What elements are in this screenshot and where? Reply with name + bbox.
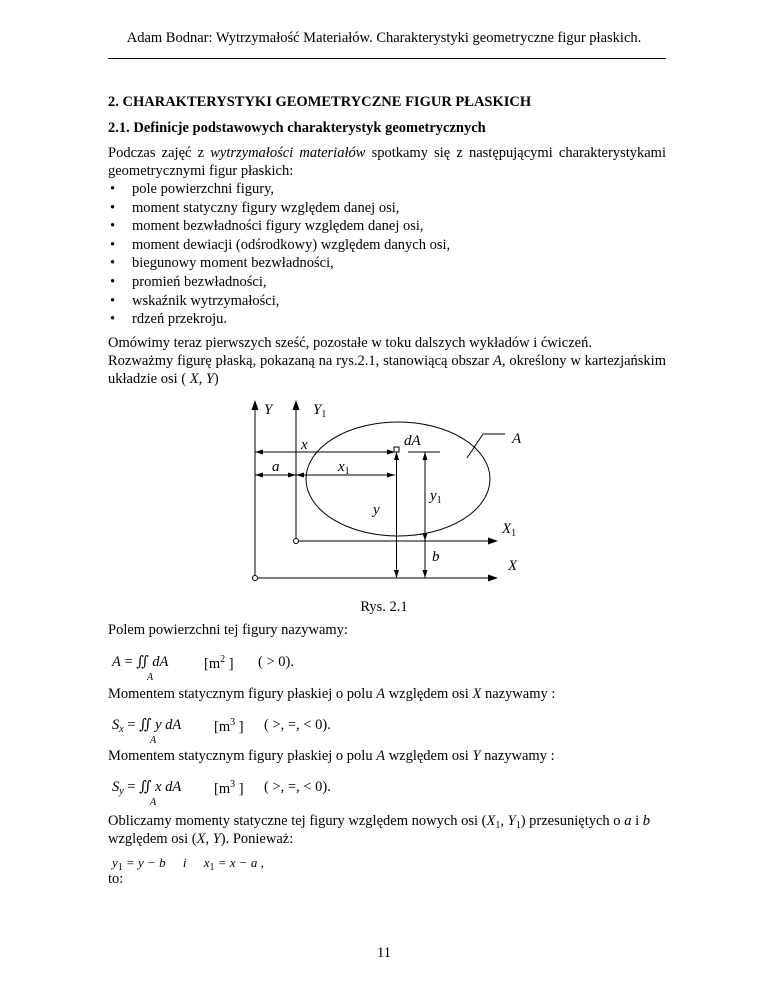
intro-italic: wytrzymałości materiałów bbox=[210, 145, 366, 161]
label-y: Y bbox=[264, 402, 273, 418]
intro-text-2: spotkamy się z następującymi charakterystykami geometrycznymi figur płaskich: bbox=[108, 145, 666, 179]
label-a: a bbox=[272, 459, 280, 475]
intro-text-1: Podczas zajęć z bbox=[108, 145, 211, 161]
bullet-icon: • bbox=[110, 273, 116, 290]
label-x: x bbox=[301, 437, 308, 453]
page-number: 11 bbox=[377, 945, 391, 961]
f3-integral: = ∬ bbox=[123, 779, 156, 795]
list-item-text: biegunowy moment bezwładności, bbox=[132, 255, 334, 272]
page-header: Adam Bodnar: Wytrzymałość Materiałów. Charakterystyki geometryczne figur płaskich. bbox=[126, 30, 642, 46]
f3-lhs-sub: y bbox=[119, 786, 124, 797]
x1-dim-arrow-left-icon bbox=[296, 473, 304, 478]
p3-text-c: ) bbox=[213, 371, 219, 387]
y1-axis-arrow-icon bbox=[293, 400, 300, 410]
f2-domain: A bbox=[150, 735, 157, 746]
p3-area-symbol: A bbox=[493, 353, 502, 369]
f1-lhs: A bbox=[112, 654, 121, 670]
line-shifted-axes: Obliczamy momenty statyczne tej figury względem nowych osi ($X_1$, $Y_1$) przesuniętych o a i b bbox=[108, 813, 650, 831]
f2-lhs-sub: x bbox=[119, 724, 124, 735]
f2-integral: = ∬ bbox=[123, 717, 156, 733]
bullet-icon: • bbox=[110, 311, 116, 328]
list-item-text: promień bezwładności, bbox=[132, 273, 267, 290]
list-item-text: wskaźnik wytrzymałości, bbox=[132, 292, 280, 309]
a-dim-arrow-left-icon bbox=[255, 473, 263, 478]
origin-marker-icon bbox=[253, 576, 258, 581]
y-axis-arrow-icon bbox=[252, 400, 259, 410]
bullet-icon: • bbox=[110, 218, 116, 235]
f2-lhs: S bbox=[112, 717, 120, 733]
label-y1: $Y_1$ bbox=[313, 402, 327, 420]
f4-x1: x bbox=[203, 855, 210, 870]
label-y1-dim: $y_1$ bbox=[430, 488, 442, 506]
x1-dim-arrow-right-icon bbox=[387, 473, 395, 478]
label-b: b bbox=[432, 549, 440, 565]
y-dim-arrow-bottom-icon bbox=[394, 570, 399, 578]
f3-condition: ( >, =, < 0). bbox=[264, 779, 331, 795]
bullet-icon: • bbox=[110, 255, 116, 272]
f1-integral: = ∬ bbox=[120, 654, 153, 670]
list-item-text: moment bezwładności figury względem danej osi, bbox=[132, 218, 424, 235]
f3-unit: [$m^3$ ] bbox=[214, 779, 244, 797]
x1-axis-arrow-icon bbox=[488, 538, 498, 545]
formula-area bbox=[112, 654, 294, 683]
list-item-text: pole powierzchni figury, bbox=[132, 181, 274, 197]
f1-domain: A bbox=[147, 672, 154, 683]
da-element-icon bbox=[394, 447, 399, 452]
label-x-axis: X bbox=[508, 558, 518, 574]
chapter-title: 2. CHARAKTERYSTYKI GEOMETRYCZNE FIGUR PŁASKICH bbox=[108, 94, 532, 110]
b-dim-arrow-bottom-icon bbox=[423, 570, 428, 578]
f3-domain: A bbox=[150, 797, 157, 808]
p3-axes: X, Y bbox=[189, 371, 214, 387]
line-sx-intro: Momentem statycznym figury płaskiej o polu A względem osi X nazywamy : bbox=[108, 686, 556, 702]
f4-and: i bbox=[182, 855, 187, 870]
label-x1: $x_1$ bbox=[338, 459, 350, 477]
label-a-region: A bbox=[512, 431, 522, 447]
region-a-ellipse bbox=[306, 422, 490, 536]
f1-unit: [$m^2$ ] bbox=[204, 654, 234, 672]
p3-text-a: Rozważmy figurę płaską, pokazaną na rys.2.1, stanowiącą obszar bbox=[108, 353, 493, 369]
bullet-icon: • bbox=[110, 199, 116, 216]
p3-text-b: , określony w kartezjańskim układzie osi ( bbox=[108, 353, 666, 387]
figure-caption: Rys. 2.1 bbox=[360, 599, 408, 615]
y-dim-arrow-top-icon bbox=[394, 452, 399, 460]
f2-unit: [$m^3$ ] bbox=[214, 717, 244, 735]
f1-integrand: dA bbox=[152, 654, 169, 670]
f3-lhs: S bbox=[112, 779, 120, 795]
label-da: dA bbox=[404, 433, 421, 449]
f4-y1: y bbox=[112, 855, 118, 870]
bullet-icon: • bbox=[110, 292, 116, 309]
bullet-icon: • bbox=[110, 181, 116, 197]
f4-x1-rhs: = x − a , bbox=[214, 855, 264, 870]
f1-condition: ( > 0). bbox=[258, 654, 294, 670]
x-axis-arrow-icon bbox=[488, 575, 498, 582]
formula-sx bbox=[112, 717, 331, 746]
line-then: to: bbox=[108, 871, 124, 887]
line-sy-intro: Momentem statycznym figury płaskiej o polu A względem osi Y nazywamy : bbox=[108, 748, 555, 764]
list-item-text: rdzeń przekroju. bbox=[132, 311, 228, 328]
label-x1-axis: $X_1$ bbox=[502, 521, 517, 539]
list-item-text: moment dewiacji (odśrodkowy) względem danych osi, bbox=[132, 236, 451, 253]
formula-sy bbox=[112, 779, 331, 808]
origin1-marker-icon bbox=[294, 539, 299, 544]
y1-dim-arrow-top-icon bbox=[423, 452, 428, 460]
list-item-text: moment statyczny figury względem danej osi, bbox=[132, 199, 400, 216]
line-area-intro: Polem powierzchni tej figury nazywamy: bbox=[108, 622, 348, 638]
y1-dim-arrow-bottom-icon bbox=[423, 533, 428, 541]
f4-y1-rhs: = y − b bbox=[122, 855, 166, 870]
label-y-dim: y bbox=[373, 502, 380, 518]
section-title: 2.1. Definicje podstawowych charakterystyk geometrycznych bbox=[108, 120, 486, 136]
f2-condition: ( >, =, < 0). bbox=[264, 717, 331, 733]
paragraph-2: Omówimy teraz pierwszych sześć, pozostałe w toku dalszych wykładów i ćwiczeń. bbox=[108, 335, 592, 351]
bullet-icon: • bbox=[110, 236, 116, 253]
line-since: względem osi (X, Y). Ponieważ: bbox=[108, 831, 294, 847]
f3-integrand: x dA bbox=[155, 779, 182, 795]
f2-integrand: y dA bbox=[155, 717, 182, 733]
formula-shift: $y_1 = y - b$ i $x_1 = x - a$ , bbox=[112, 855, 264, 873]
a-dim-arrow-right-icon bbox=[288, 473, 296, 478]
x-dim-arrow-left-icon bbox=[255, 450, 263, 455]
